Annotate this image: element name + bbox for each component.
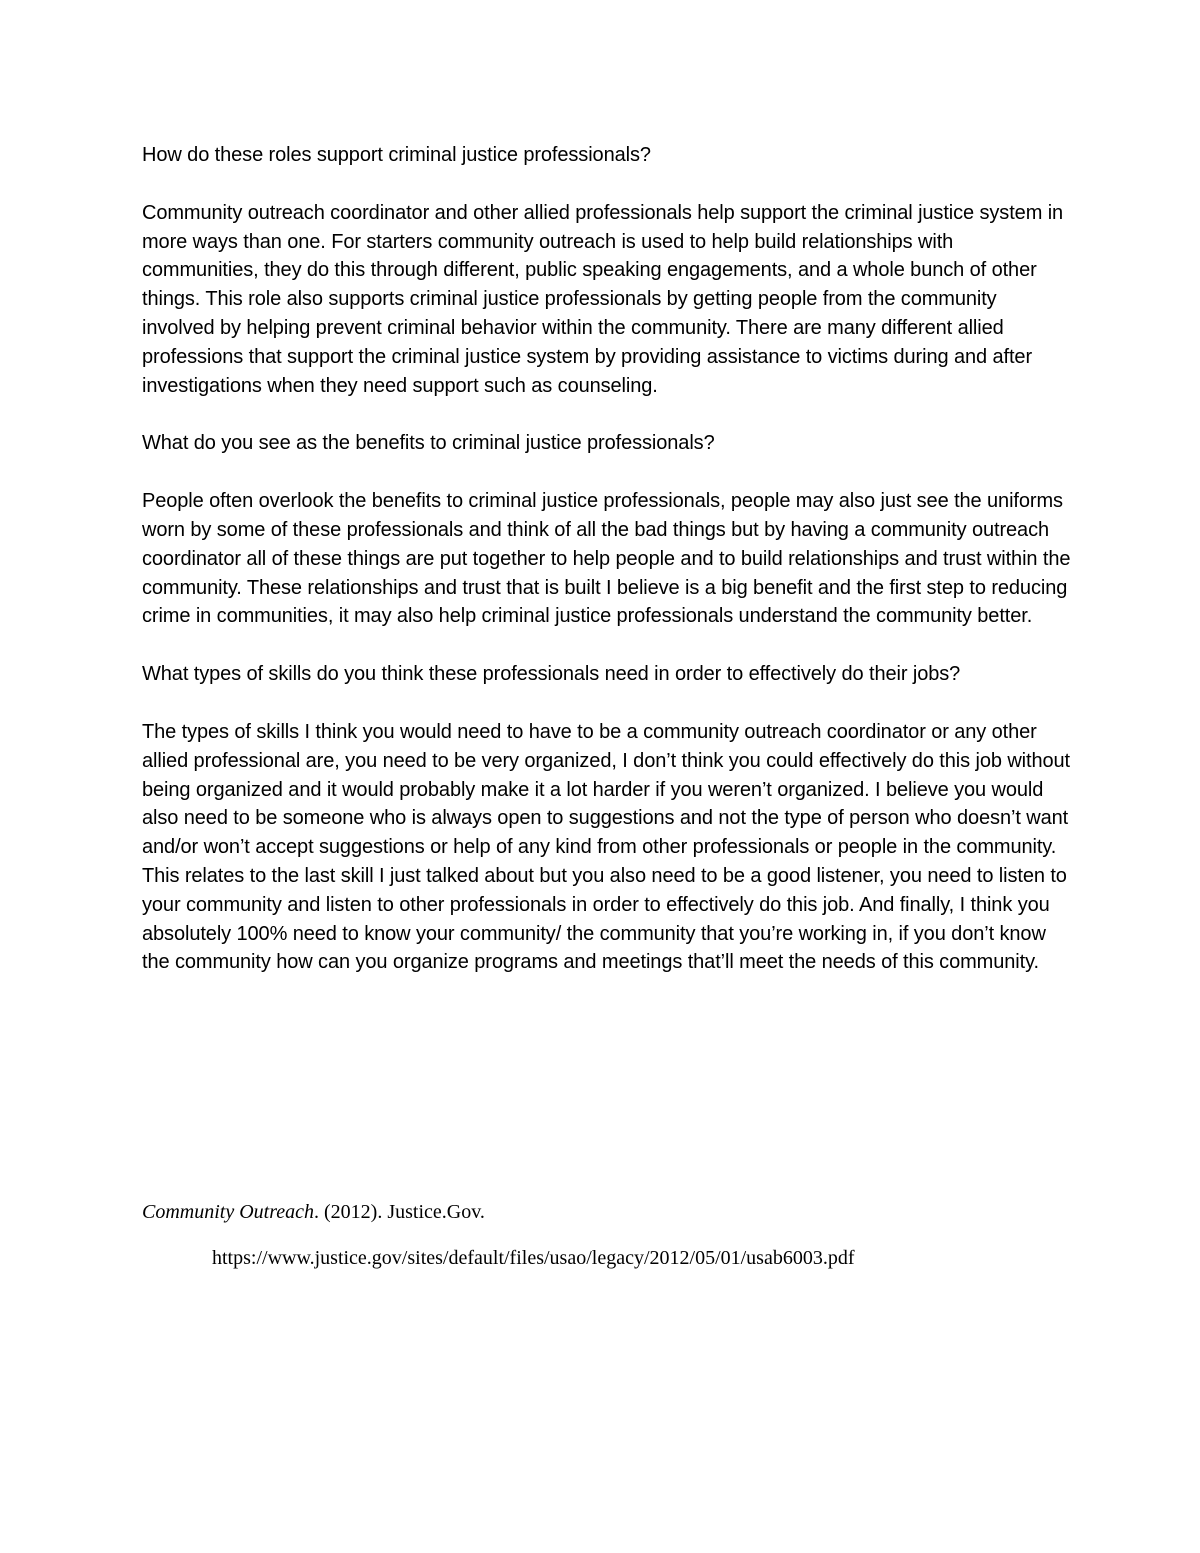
reference-year-source: . (2012). Justice.Gov. (314, 1201, 485, 1223)
answer-1: Community outreach coordinator and other allied professionals help support the criminal justice system in more ways than one. For starters community outreach is used to help build relationships with communities, they do this through different, public speaking engagements, and a whole bunch of other things. This role also supports criminal justice professionals by getting people from the community involved by helping prevent criminal behavior within the community. There are many different allied professions that support the criminal justice system by providing assistance to victims during and after investigations when they need support such as counseling. (142, 201, 1064, 397)
document-body (142, 141, 1072, 1006)
answer-2: People often overlook the benefits to criminal justice professionals, people may also just see the uniforms worn by some of these professionals and think of all the bad things but by having a community outreach coordinator all of these things are put together to help people and to build relationships and trust within the community. These relationships and trust that is built I believe is a big benefit and the first step to reducing crime in communities, it may also help criminal justice professionals understand the community better. (142, 490, 1071, 628)
reference-title: Community Outreach (142, 1201, 315, 1223)
question-3: What types of skills do you think these professionals need in order to effectively do their jobs? (142, 663, 961, 686)
question-2: What do you see as the benefits to criminal justice professionals? (142, 432, 715, 455)
question-1: How do these roles support criminal justice professionals? (142, 144, 651, 166)
reference-url: https://www.justice.gov/sites/default/files/usao/legacy/2012/05/01/usab6003.pdf (212, 1247, 855, 1269)
reference-citation (142, 1198, 1072, 1272)
answer-3: The types of skills I think you would need to have to be a community outreach coordinator or any other allied professional are, you need to be very organized, I don’t think you could effectively do this job without being organized and it would probably make it a lot harder if you weren’t organized. I believe you would also need to be someone who is always open to suggestions and not the type of person who doesn’t want and/or won’t accept suggestions or help of any kind from other professionals or people in the community. This relates to the last skill I just talked about but you also need to be a good listener, you need to listen to your community and listen to other professionals in order to effectively do this job. And finally, I think you absolutely 100% need to know your community/ the community that you’re working in, if you don’t know the community how can you organize programs and meetings that’ll meet the needs of this community. (142, 720, 1070, 974)
